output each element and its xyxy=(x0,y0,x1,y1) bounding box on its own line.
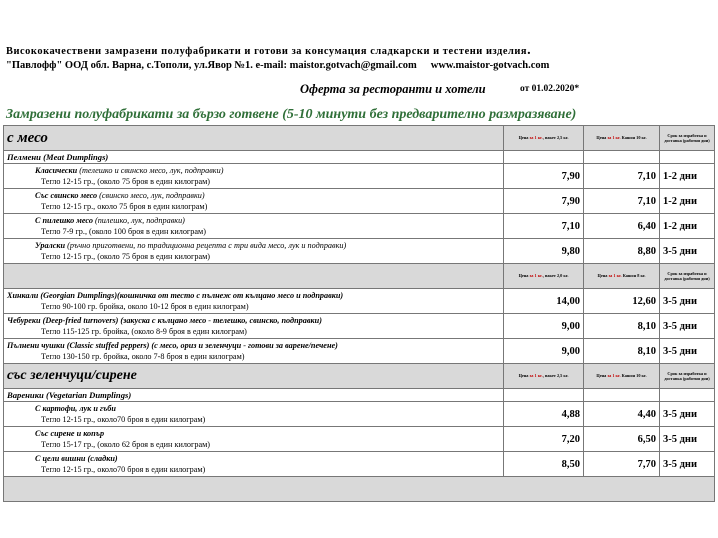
table-row xyxy=(4,189,715,214)
item-cell: С картофи, лук и гъби Тегло 12-15 гр., около70 броя в един килограм) xyxy=(4,402,504,427)
price-2: 8,10 xyxy=(584,314,660,339)
section-veg: със зеленчуци/сирене xyxy=(4,364,504,389)
header-title xyxy=(6,43,531,59)
group-row xyxy=(4,389,715,402)
table-row xyxy=(4,427,715,452)
item-cell: С пилешко месо (пилешко, лук, подправки) Тегло 7-9 гр., (около 100 броя в един килограм) xyxy=(4,214,504,239)
price-2: 6,40 xyxy=(584,214,660,239)
price2-header: Цена за 1 кг. Кашон 10 кг. xyxy=(584,126,660,151)
table-row xyxy=(4,164,715,189)
item-cell: Уралски (ръчно приготвени, по традиционна рецепта с три вида месо, лук и подправки) Тегло 12-15 гр., (около 75 броя в един килограм) xyxy=(4,239,504,264)
delivery-days: 3-5 дни xyxy=(660,402,715,427)
item-cell: Със сирене и копър Тегло 15-17 гр., (около 62 броя в един килограм) xyxy=(4,427,504,452)
price2-header: Цена за 1 кг. Кашон 10 кг. xyxy=(584,364,660,389)
delivery-days: 1-2 дни xyxy=(660,189,715,214)
item-cell: Със свинско месо (свинско месо, лук, подправки) Тегло 12-15 гр., около 75 броя в един килограм) xyxy=(4,189,504,214)
price1-header: Цена за 1 кг., пакет 2,5 кг. xyxy=(504,364,584,389)
table-row xyxy=(4,339,715,364)
section-blank xyxy=(4,264,504,289)
table-row xyxy=(4,214,715,239)
table-row xyxy=(4,402,715,427)
group-vareniki: Вареники (Vegetarian Dumplings) xyxy=(4,389,504,402)
delivery-days: 3-5 дни xyxy=(660,314,715,339)
delivery-days: 3-5 дни xyxy=(660,289,715,314)
section-header-row xyxy=(4,126,715,151)
website-link[interactable]: www.maistor-gotvach.com xyxy=(430,60,550,71)
price-2: 7,70 xyxy=(584,452,660,477)
price-1: 4,88 xyxy=(504,402,584,427)
price-1: 7,90 xyxy=(504,189,584,214)
price-1: 7,90 xyxy=(504,164,584,189)
group-pelmeni: Пелмени (Meat Dumplings) xyxy=(4,151,504,164)
price1-header: Цена за 1 кг., пакет 2,5 кг. xyxy=(504,126,584,151)
price-1: 7,10 xyxy=(504,214,584,239)
offer-date: от 01.02.2020* xyxy=(520,84,580,94)
price-1: 9,00 xyxy=(504,339,584,364)
price-1: 14,00 xyxy=(504,289,584,314)
table-row xyxy=(4,314,715,339)
item-cell: Чебуреки (Deep-fried turnovers) (закуска с кълцано месо - телешко, свинско, подправки) Тегло 115-125 гр. бройка, (около 8-9 броя в един килограм) xyxy=(4,314,504,339)
subheader-row xyxy=(4,264,715,289)
price-2: 4,40 xyxy=(584,402,660,427)
item-cell: Хинкали (Georgian Dumplings)(кошничка от тесто с пълнеж от кълцано месо и подправки) Тегло 90-100 гр. бройка, около 10-12 броя в един килограм) xyxy=(4,289,504,314)
price-2: 8,10 xyxy=(584,339,660,364)
table-row xyxy=(4,239,715,264)
delivery-days: 3-5 дни xyxy=(660,239,715,264)
price-1: 9,80 xyxy=(504,239,584,264)
table-footer-row xyxy=(4,477,715,502)
price-2: 7,10 xyxy=(584,189,660,214)
delivery-days: 1-2 дни xyxy=(660,164,715,189)
table-row xyxy=(4,289,715,314)
table-row xyxy=(4,452,715,477)
header-title-text: Висококачествени замразени полуфабрикати и готови за консумация сладкарски и тестени изделия xyxy=(6,46,528,57)
item-cell: Пълнени чушки (Classic stuffed peppers) (с месо, ориз и зеленчуци - готови за варене/печене) Тегло 130-150 гр. бройка, около 7-8 броя в един килограм) xyxy=(4,339,504,364)
delivery-days: 3-5 дни xyxy=(660,339,715,364)
price-2: 7,10 xyxy=(584,164,660,189)
section-subtitle: Замразени полуфабрикати за бързо готвене (5-10 минути без предварително размразяване) xyxy=(6,107,577,122)
company-info: "Павлофф" ООД обл. Варна, с.Тополи, ул.Явор №1. e-mail: maistor.gotvach@gmail.com xyxy=(6,60,417,71)
price-1: 7,20 xyxy=(504,427,584,452)
header-title-dot: . xyxy=(527,43,532,58)
group-row xyxy=(4,151,715,164)
delivery-header: Срок за изработка и доставка (работни дни) xyxy=(660,364,715,389)
price-2: 8,80 xyxy=(584,239,660,264)
price1-header: Цена за 1 кг., пакет 2,0 кг. xyxy=(504,264,584,289)
section-meat: с месо xyxy=(4,126,504,151)
price-1: 9,00 xyxy=(504,314,584,339)
section-header-row xyxy=(4,364,715,389)
delivery-header: Срок за изработка и доставка (работни дни) xyxy=(660,264,715,289)
delivery-days: 3-5 дни xyxy=(660,452,715,477)
offer-title: Оферта за ресторанти и хотели xyxy=(300,82,486,96)
price-table xyxy=(3,125,715,502)
delivery-days: 1-2 дни xyxy=(660,214,715,239)
item-cell: С цели вишни (сладки) Тегло 12-15 гр., около70 броя в един килограм) xyxy=(4,452,504,477)
price-2: 6,50 xyxy=(584,427,660,452)
delivery-days: 3-5 дни xyxy=(660,427,715,452)
price-1: 8,50 xyxy=(504,452,584,477)
company-line xyxy=(6,60,549,71)
item-cell: Класически (телешко и свинско месо, лук, подправки) Тегло 12-15 гр., (около 75 броя в един килограм) xyxy=(4,164,504,189)
table-footer xyxy=(4,477,715,502)
price2-header: Цена за 1 кг. Кашон 8 кг. xyxy=(584,264,660,289)
delivery-header: Срок за изработка и доставка (работни дни) xyxy=(660,126,715,151)
price-2: 12,60 xyxy=(584,289,660,314)
